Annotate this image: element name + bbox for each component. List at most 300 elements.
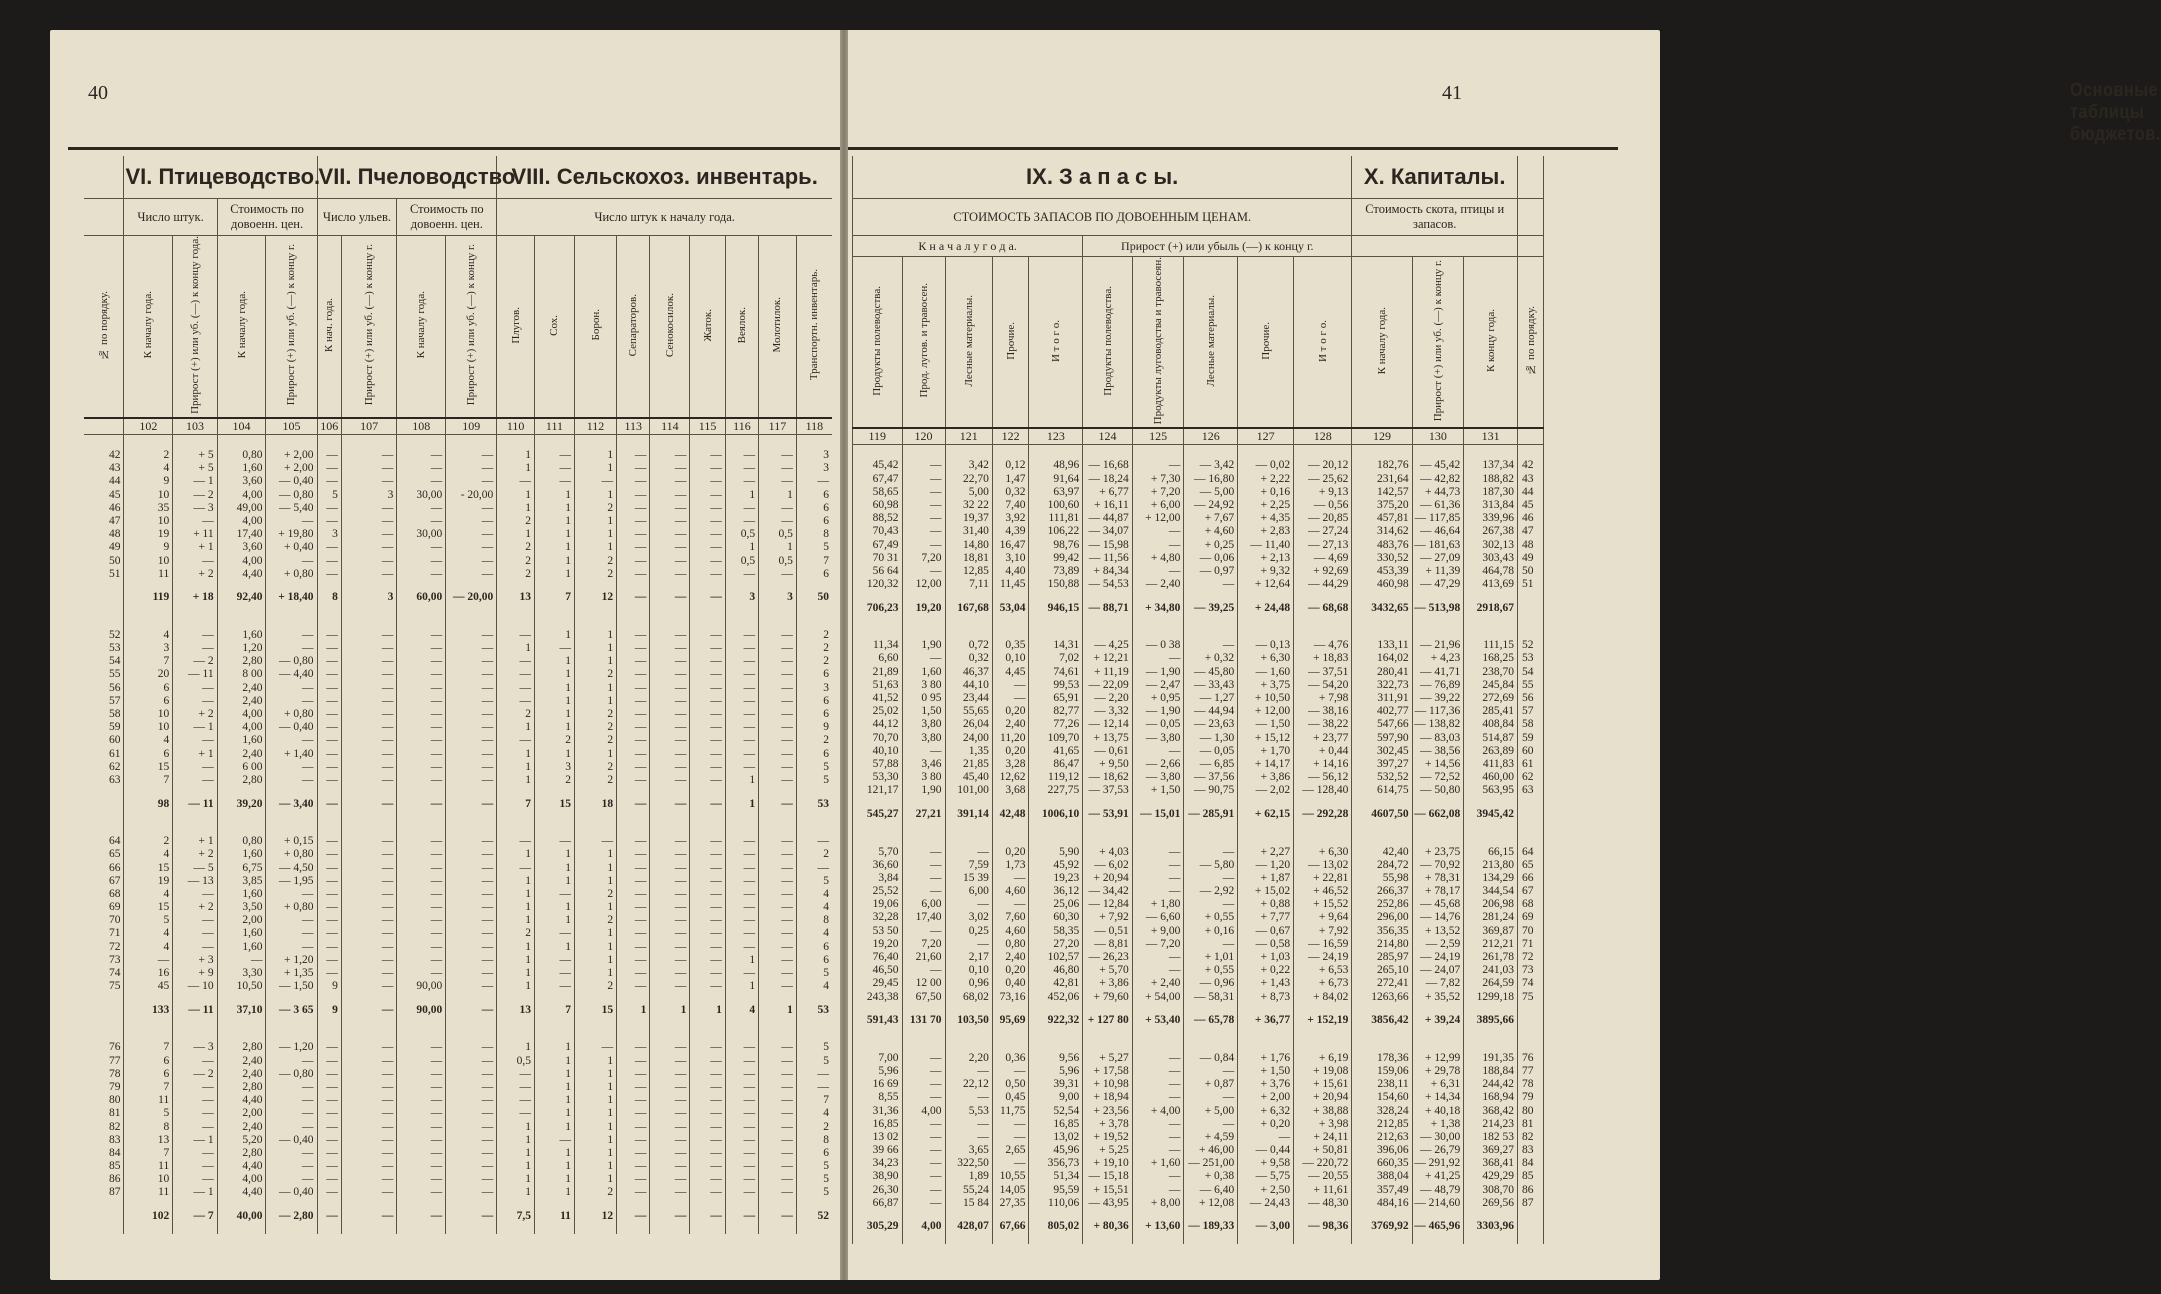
table-cell: — [902, 1157, 945, 1170]
right-page [848, 30, 2161, 1280]
table-cell: + 2 [173, 568, 217, 581]
row-number: 52 [1518, 639, 1544, 652]
table-cell: 41,52 [853, 692, 903, 705]
table-cell: — [690, 980, 726, 993]
table-cell: 19,20 [853, 938, 903, 951]
table-cell: 302,45 [1352, 745, 1412, 758]
left-page-number: 40 [88, 82, 108, 104]
table-cell: + 9 [173, 967, 217, 980]
table-cell: 3,46 [902, 758, 945, 771]
table-cell: — [535, 967, 575, 980]
table-cell: 597,90 [1352, 732, 1412, 745]
table-cell: 1 [574, 954, 616, 967]
table-cell: 7,20 [902, 552, 945, 565]
total-cell: — 15,01 [1132, 797, 1184, 831]
table-cell: 1 [497, 848, 535, 861]
table-cell: — [317, 655, 341, 668]
table-cell: 20 [124, 668, 173, 681]
table-row [84, 1068, 832, 1081]
table-row [853, 639, 1544, 652]
table-cell: — [650, 462, 690, 475]
row-gap [992, 445, 1029, 460]
table-cell: — [725, 848, 758, 861]
row-number: 65 [108, 848, 121, 861]
table-cell: 2 [124, 835, 173, 848]
total-cell: + 152,19 [1294, 1004, 1352, 1038]
group-subheading: Стоимость по довоенн. цен. [217, 199, 317, 236]
row-gap [902, 831, 945, 845]
total-number-spacer [84, 1200, 124, 1234]
table-cell: 10 [124, 554, 173, 567]
table-cell: — [266, 761, 317, 774]
table-cell: — [759, 708, 797, 721]
table-cell: — [173, 1120, 217, 1133]
table-cell: — [725, 761, 758, 774]
table-cell: + 22,81 [1294, 872, 1352, 885]
table-cell: — [446, 642, 497, 655]
table-cell: 3,28 [992, 758, 1029, 771]
column-number: 116 [725, 418, 758, 435]
total-cell: 67,66 [992, 1210, 1029, 1244]
table-cell: 4 [796, 1107, 832, 1120]
table-cell: — [173, 515, 217, 528]
total-cell: 19,20 [902, 591, 945, 625]
table-cell: 3,84 [853, 872, 903, 885]
column-number: 106 [317, 418, 341, 435]
table-cell: — [1132, 459, 1184, 472]
row-gap [617, 1027, 650, 1041]
table-cell: 120,32 [853, 578, 903, 591]
table-cell: — [759, 1094, 797, 1107]
table-cell: — [397, 914, 446, 927]
table-cell: + 3,78 [1083, 1118, 1133, 1131]
table-cell: — 54,53 [1083, 578, 1133, 591]
table-row [84, 848, 832, 861]
table-cell: — 1 [173, 1186, 217, 1199]
table-cell: — [397, 774, 446, 787]
table-cell: 2,00 [217, 1107, 266, 1120]
table-cell: 6 [796, 1147, 832, 1160]
row-number: 63 [1518, 784, 1544, 797]
row-gap [173, 1027, 217, 1041]
table-cell: — [341, 629, 396, 642]
group-total-row [84, 1200, 832, 1234]
row-number: 61 [108, 747, 121, 760]
table-cell: — [317, 449, 341, 462]
row-number: 79 [108, 1080, 121, 1093]
left-header-rule [68, 147, 840, 150]
table-cell: + 2 [173, 708, 217, 721]
column-header [217, 236, 266, 418]
total-cell: — [341, 1200, 396, 1234]
table-cell: — [617, 475, 650, 488]
table-cell: — 1,27 [1184, 692, 1238, 705]
table-cell: 3 [535, 761, 575, 774]
row-gap [902, 1038, 945, 1052]
table-cell: 1 [535, 861, 575, 874]
table-cell: 5 [796, 1186, 832, 1199]
table-cell: — [266, 1173, 317, 1186]
table-cell: 39,31 [1029, 1078, 1083, 1091]
table-cell: + 5,70 [1083, 964, 1133, 977]
row-number: 80 [108, 1094, 121, 1107]
table-cell: 1,60 [217, 848, 266, 861]
row-number: 54 [1518, 666, 1544, 679]
table-cell: — [759, 668, 797, 681]
table-cell: — 3,42 [1184, 459, 1238, 472]
table-cell: — [759, 682, 797, 695]
table-cell: — [650, 848, 690, 861]
table-cell: — [650, 708, 690, 721]
table-cell: 1299,18 [1464, 991, 1518, 1004]
column-number: 121 [945, 428, 992, 445]
table-cell: 1,90 [902, 639, 945, 652]
table-cell: — 1,50 [266, 980, 317, 993]
table-cell: — [173, 888, 217, 901]
table-cell: 42,40 [1352, 845, 1412, 858]
table-cell: — [902, 872, 945, 885]
table-cell: 2,20 [945, 1052, 992, 1065]
table-cell: — [902, 565, 945, 578]
table-cell: 1 [497, 967, 535, 980]
table-cell: — [690, 1186, 726, 1199]
table-cell: — [650, 875, 690, 888]
table-cell: 227,75 [1029, 784, 1083, 797]
table-cell: 4,40 [217, 568, 266, 581]
table-cell: — 44,94 [1184, 705, 1238, 718]
table-cell: + 3,86 [1238, 771, 1294, 784]
table-cell: — [690, 914, 726, 927]
row-gap [1083, 831, 1133, 845]
table-cell: — [1132, 885, 1184, 898]
table-cell: 49,00 [217, 502, 266, 515]
group-subheading: Стоимость по довоенн. цен. [397, 199, 497, 236]
table-cell: 91,64 [1029, 473, 1083, 486]
column-header-text: И т о г о. [1316, 319, 1329, 362]
table-cell: — 20,55 [1294, 1170, 1352, 1183]
table-cell: — [725, 888, 758, 901]
table-cell: — [759, 721, 797, 734]
table-cell: 7,20 [902, 938, 945, 951]
table-cell: 3 [317, 528, 341, 541]
table-cell: + 19,08 [1294, 1065, 1352, 1078]
table-cell: 1 [497, 747, 535, 760]
table-row [84, 462, 832, 475]
table-cell: 11,34 [853, 639, 903, 652]
column-number: 128 [1294, 428, 1352, 445]
column-header [945, 257, 992, 429]
table-cell: 26,30 [853, 1184, 903, 1197]
row-gap [945, 831, 992, 845]
table-cell: — [341, 1041, 396, 1054]
table-cell: — [690, 954, 726, 967]
table-cell: — [725, 967, 758, 980]
table-cell: — 7,20 [1132, 938, 1184, 951]
table-cell: — [341, 774, 396, 787]
table-cell: — 0 38 [1132, 639, 1184, 652]
total-cell: 53,04 [992, 591, 1029, 625]
table-cell: 1 [497, 1186, 535, 1199]
total-cell: 50 [796, 581, 832, 615]
table-cell: — 18,24 [1083, 473, 1133, 486]
table-cell: — 18,62 [1083, 771, 1133, 784]
table-cell: — [725, 668, 758, 681]
row-number: 72 [1518, 951, 1544, 964]
table-cell: + 1,38 [1412, 1118, 1464, 1131]
table-cell: — [796, 861, 832, 874]
total-cell: 1 [725, 787, 758, 821]
table-cell: + 0,38 [1184, 1170, 1238, 1183]
table-cell: 285,41 [1464, 705, 1518, 718]
table-cell: 3,10 [992, 552, 1029, 565]
table-cell: — [650, 967, 690, 980]
table-cell: — [446, 980, 497, 993]
table-row [84, 761, 832, 774]
table-cell: + 7,20 [1132, 486, 1184, 499]
table-cell: — 48,79 [1412, 1184, 1464, 1197]
table-cell: — [650, 721, 690, 734]
table-cell: — 15,18 [1083, 1170, 1133, 1183]
table-cell: — [796, 1081, 832, 1094]
table-cell: — [317, 541, 341, 554]
table-cell: 369,27 [1464, 1144, 1518, 1157]
row-gap [1029, 1038, 1083, 1052]
column-number: 108 [397, 418, 446, 435]
right-header-rule [848, 147, 1618, 150]
table-cell: — 54,20 [1294, 679, 1352, 692]
column-header-text: Транспортн. инвентарь. [808, 269, 821, 381]
table-cell: — [650, 695, 690, 708]
table-cell: 70,43 [853, 525, 903, 538]
row-gap [1132, 445, 1184, 460]
table-cell: — [992, 1157, 1029, 1170]
table-cell: 1 [535, 1120, 575, 1133]
table-row [853, 473, 1544, 486]
table-cell: — [317, 629, 341, 642]
table-cell: — [945, 845, 992, 858]
table-cell: — [725, 695, 758, 708]
table-cell: 1 [497, 901, 535, 914]
column-header-text: Плугов. [509, 306, 522, 344]
table-cell: 82,77 [1029, 705, 1083, 718]
table-row [84, 1186, 832, 1199]
table-cell: — [759, 954, 797, 967]
table-cell: — [317, 774, 341, 787]
table-cell: 1 [497, 462, 535, 475]
table-cell: 238,70 [1464, 666, 1518, 679]
table-cell: + 2,00 [266, 449, 317, 462]
table-cell: — 0,80 [266, 488, 317, 501]
table-cell: — [341, 1120, 396, 1133]
table-cell: — 5,75 [1238, 1170, 1294, 1183]
table-row [853, 771, 1544, 784]
column-header-text: К началу года. [235, 291, 248, 359]
table-cell: — [341, 1054, 396, 1067]
table-row [84, 449, 832, 462]
table-cell: 6 [796, 954, 832, 967]
table-cell: — [650, 954, 690, 967]
table-cell: 53 50 [853, 925, 903, 938]
row-number: 66 [1518, 872, 1544, 885]
table-cell: — [617, 541, 650, 554]
table-cell: + 2,25 [1238, 499, 1294, 512]
table-cell: + 12,64 [1238, 578, 1294, 591]
table-cell: — 45,42 [1412, 459, 1464, 472]
row-gap [266, 821, 317, 835]
total-cell: 545,27 [853, 797, 903, 831]
table-cell: + 1,76 [1238, 1052, 1294, 1065]
table-cell: — [535, 462, 575, 475]
table-cell: — [650, 941, 690, 954]
table-cell: 3 [796, 449, 832, 462]
row-gap [1238, 831, 1294, 845]
table-row [84, 568, 832, 581]
table-cell: — [902, 538, 945, 551]
table-row [853, 486, 1544, 499]
table-cell: 264,59 [1464, 977, 1518, 990]
column-header-text: Лесные материалы. [962, 294, 975, 387]
total-cell: — [617, 1200, 650, 1234]
table-cell: — 1 [173, 1134, 217, 1147]
table-row [84, 695, 832, 708]
table-cell: + 6,77 [1083, 486, 1133, 499]
table-cell: — [617, 848, 650, 861]
total-cell: — [650, 1200, 690, 1234]
column-number: 113 [617, 418, 650, 435]
table-row [853, 538, 1544, 551]
table-cell: — 0,40 [266, 1186, 317, 1199]
table-cell: — [266, 515, 317, 528]
row-gap [535, 1027, 575, 1041]
table-cell: 1,89 [945, 1170, 992, 1183]
table-cell: — 0,44 [1238, 1144, 1294, 1157]
row-number-header [1518, 257, 1544, 429]
table-cell: — [690, 774, 726, 787]
table-cell: 15 84 [945, 1197, 992, 1210]
table-cell: — [341, 941, 396, 954]
row-gap [317, 821, 341, 835]
table-cell: 21,89 [853, 666, 903, 679]
column-number: 114 [650, 418, 690, 435]
table-cell: — [446, 901, 497, 914]
table-row [84, 1120, 832, 1133]
table-cell: + 7,92 [1294, 925, 1352, 938]
table-cell: 12,62 [992, 771, 1029, 784]
table-cell: 1 [497, 488, 535, 501]
total-cell: — [690, 787, 726, 821]
table-cell: 344,54 [1464, 885, 1518, 898]
table-cell: — [397, 1041, 446, 1054]
table-cell: 1 [574, 1054, 616, 1067]
table-cell: + 50,81 [1294, 1144, 1352, 1157]
row-gap [173, 434, 217, 449]
table-cell: 46,50 [853, 964, 903, 977]
row-gap [853, 625, 903, 639]
table-cell: — [690, 967, 726, 980]
table-cell: — [725, 1041, 758, 1054]
row-gap [1029, 625, 1083, 639]
table-cell: 7 [124, 774, 173, 787]
row-number: 78 [1518, 1078, 1544, 1091]
column-header [1083, 257, 1133, 429]
row-gap [341, 1027, 396, 1041]
table-cell: 23,44 [945, 692, 992, 705]
table-cell: — [1184, 639, 1238, 652]
total-cell: 37,10 [217, 993, 266, 1027]
table-cell: — [690, 1094, 726, 1107]
table-cell: — 24,92 [1184, 499, 1238, 512]
table-cell: — [650, 1173, 690, 1186]
table-row [84, 721, 832, 734]
table-cell: 1 [497, 502, 535, 515]
table-row [84, 734, 832, 747]
row-gap [759, 1027, 797, 1041]
row-gap [574, 821, 616, 835]
table-cell: — [1184, 1118, 1238, 1131]
table-cell: — 83,03 [1412, 732, 1464, 745]
table-cell: 25,06 [1029, 898, 1083, 911]
table-cell: 1 [497, 1160, 535, 1173]
row-number: 54 [108, 655, 121, 668]
total-cell: 3303,96 [1464, 1210, 1518, 1244]
table-cell: 1263,66 [1352, 991, 1412, 1004]
table-cell: 55,24 [945, 1184, 992, 1197]
total-cell: 946,15 [1029, 591, 1083, 625]
group-subheading: СТОИМОСТЬ ЗАПАСОВ ПО ДОВОЕННЫМ ЦЕНАМ. [853, 199, 1352, 236]
table-cell: 9,56 [1029, 1052, 1083, 1065]
column-header [1294, 257, 1352, 429]
total-cell: — [759, 1200, 797, 1234]
total-cell: — 3,00 [1238, 1210, 1294, 1244]
row-number: 83 [1518, 1144, 1544, 1157]
table-cell: 311,91 [1352, 692, 1412, 705]
total-cell: 3432,65 [1352, 591, 1412, 625]
table-cell: 10,50 [217, 980, 266, 993]
table-cell: 2,80 [217, 1081, 266, 1094]
table-cell: + 0,20 [1238, 1118, 1294, 1131]
table-cell: — [725, 1054, 758, 1067]
table-cell: — [446, 695, 497, 708]
table-cell: + 3 [173, 954, 217, 967]
table-cell: + 14,17 [1238, 758, 1294, 771]
table-cell: 70,70 [853, 732, 903, 745]
table-cell: 45 [124, 980, 173, 993]
table-cell: — [759, 1120, 797, 1133]
table-cell: — [446, 1054, 497, 1067]
table-cell: — [992, 1131, 1029, 1144]
row-number: 81 [1518, 1118, 1544, 1131]
row-gap [446, 615, 497, 629]
group-subheading: Число штук. [124, 199, 217, 236]
table-cell: 11 [124, 1186, 173, 1199]
table-cell: — [617, 1094, 650, 1107]
table-cell: 6 [796, 708, 832, 721]
table-cell: — [397, 695, 446, 708]
table-cell: — 50,80 [1412, 784, 1464, 797]
table-cell: — [725, 568, 758, 581]
row-number: 82 [108, 1120, 121, 1133]
table-cell: 16,85 [1029, 1118, 1083, 1131]
table-cell: 1,60 [217, 734, 266, 747]
table-cell: — [341, 980, 396, 993]
row-gap [1412, 445, 1464, 460]
table-cell: 109,70 [1029, 732, 1083, 745]
table-cell: — [317, 888, 341, 901]
table-cell: 2 [497, 541, 535, 554]
total-cell: 167,68 [945, 591, 992, 625]
table-cell: — [650, 1054, 690, 1067]
group-total-row [853, 591, 1544, 625]
